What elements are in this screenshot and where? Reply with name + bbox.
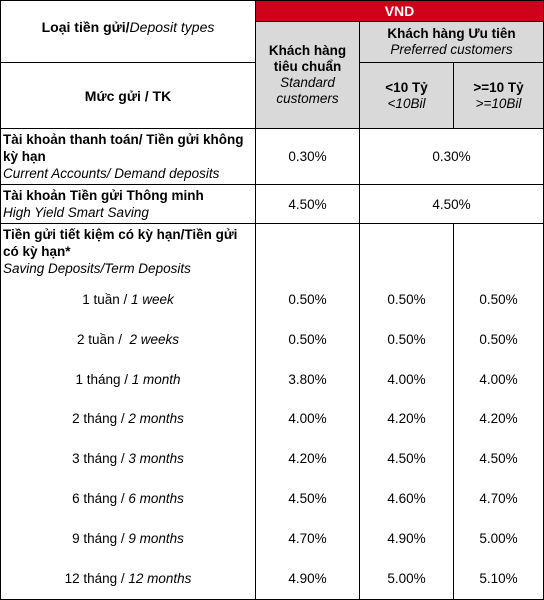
table-row (1, 319, 544, 359)
current-accounts-label (1, 129, 256, 185)
term-label-en: 1 month (131, 371, 181, 387)
table-row (1, 399, 544, 438)
tier1-rate: 5.00% (360, 559, 454, 599)
standard-rate: 3.80% (256, 359, 360, 399)
standard-rate: 4.50% (256, 478, 360, 518)
smart-saving-standard-rate: 4.50% (256, 185, 360, 224)
term-label (1, 478, 256, 518)
smart-saving-preferred-rate: 4.50% (360, 185, 544, 224)
tier2-vi: >=10 Tỷ (473, 79, 524, 95)
tier1-vi: <10 Tỷ (385, 79, 428, 95)
table-row (1, 359, 544, 399)
term-label-vi: 1 tháng / (75, 371, 132, 387)
preferred-customers-en: Preferred customers (390, 42, 513, 57)
current-accounts-standard-rate: 0.30% (256, 129, 360, 185)
table-row (1, 559, 544, 599)
tier-over-10bil-header (454, 63, 544, 129)
standard-rate: 4.20% (256, 438, 360, 478)
term-label (1, 438, 256, 478)
preferred-customers-header (360, 22, 544, 63)
term-label (1, 518, 256, 559)
term-label (1, 559, 256, 599)
standard-rate: 4.70% (256, 518, 360, 559)
term-label-vi: 9 tháng / (72, 531, 129, 546)
term-label (1, 359, 256, 399)
table-row (1, 185, 544, 224)
currency-header: VND (256, 1, 544, 22)
tier1-rate: 4.50% (360, 438, 454, 478)
table-row (1, 129, 544, 185)
term-deposit-rows (1, 279, 544, 599)
term-deposits-vi: Tiền gửi tiết kiệm có kỳ hạn/Tiền gửi có kỳ hạn* (3, 227, 238, 259)
term-deposits-en: Saving Deposits/Term Deposits (3, 261, 191, 276)
term-label-vi: 3 tháng / (72, 450, 129, 466)
standard-rate: 0.50% (256, 319, 360, 359)
term-label-en: 6 months (128, 490, 184, 506)
standard-customers-header (256, 22, 360, 129)
deposit-level-header: Mức gửi / TK (1, 63, 256, 129)
preferred-customers-vi: Khách hàng Ưu tiên (387, 26, 516, 41)
term-label-en: 1 week (131, 291, 174, 307)
table-row (1, 438, 544, 478)
standard-customers-en: Standard customers (276, 75, 339, 106)
term-label-en: 2 months (128, 411, 184, 426)
term-label-en: 12 months (128, 571, 192, 587)
deposit-types-header (1, 1, 256, 63)
term-label-vi: 1 tuần / (82, 291, 131, 307)
current-accounts-preferred-rate: 0.30% (360, 129, 544, 185)
table-row (1, 478, 544, 518)
tier2-rate: 5.10% (454, 559, 544, 599)
term-label (1, 319, 256, 359)
term-label-vi: 2 tháng / (72, 411, 129, 426)
tier2-rate: 5.00% (454, 518, 544, 559)
tier1-rate: 4.20% (360, 399, 454, 438)
tier2-rate: 4.50% (454, 438, 544, 478)
tier2-rate: 4.00% (454, 359, 544, 399)
standard-customers-vi: Khách hàng tiêu chuẩn (268, 43, 347, 74)
tier2-rate: 0.50% (454, 279, 544, 319)
tier2-rate: 0.50% (454, 319, 544, 359)
table-row (1, 224, 544, 280)
term-label (1, 279, 256, 319)
tier1-rate: 4.90% (360, 518, 454, 559)
smart-saving-vi: Tài khoản Tiền gửi Thông minh (3, 188, 204, 203)
tier2-rate: 4.20% (454, 399, 544, 438)
tier1-en: <10Bil (387, 95, 426, 111)
tier-under-10bil-header (360, 63, 454, 129)
tier2-rate: 4.70% (454, 478, 544, 518)
term-label-en: 3 months (128, 450, 184, 466)
smart-saving-label (1, 185, 256, 224)
current-accounts-en: Current Accounts/ Demand deposits (3, 166, 220, 181)
tier1-rate: 0.50% (360, 279, 454, 319)
standard-rate: 4.00% (256, 399, 360, 438)
deposit-types-label-en: Deposit types (129, 19, 215, 35)
standard-rate: 0.50% (256, 279, 360, 319)
deposit-types-label-vi: Loại tiền gửi/ (41, 19, 130, 35)
term-deposits-label (1, 224, 256, 280)
term-label (1, 399, 256, 438)
term-label-en: 9 months (128, 531, 184, 546)
tier2-en: >=10Bil (475, 95, 522, 111)
smart-saving-en: High Yield Smart Saving (3, 205, 149, 220)
tier1-rate: 0.50% (360, 319, 454, 359)
table-row (1, 279, 544, 319)
term-label-en: 2 weeks (129, 331, 180, 347)
term-label-vi: 6 tháng / (72, 490, 129, 506)
standard-rate: 4.90% (256, 559, 360, 599)
current-accounts-vi: Tài khoản thanh toán/ Tiền gửi không kỳ hạn (3, 132, 244, 164)
table-row (1, 518, 544, 559)
tier1-rate: 4.00% (360, 359, 454, 399)
term-label-vi: 12 tháng / (64, 571, 129, 587)
term-label-vi: 2 tuần / (76, 331, 130, 347)
tier1-rate: 4.60% (360, 478, 454, 518)
